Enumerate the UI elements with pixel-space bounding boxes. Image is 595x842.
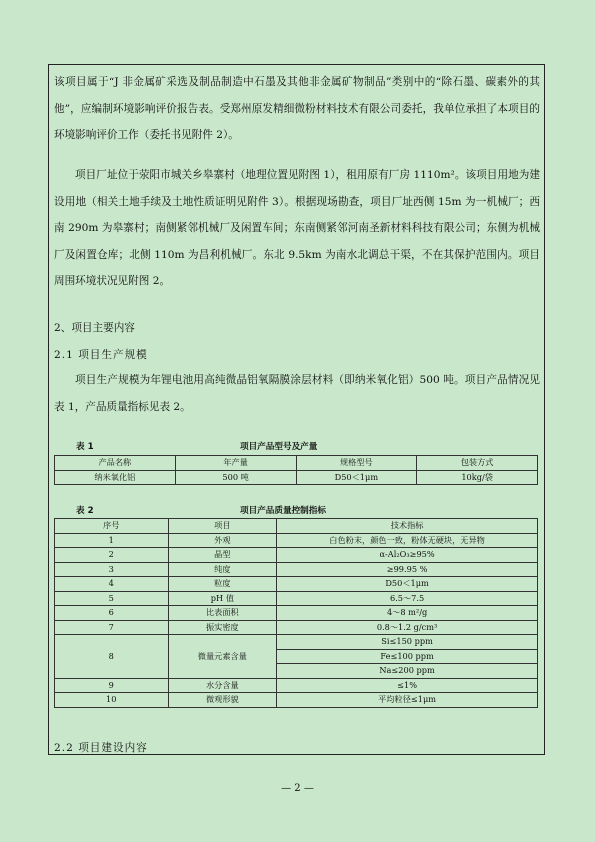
table-cell: 10 <box>55 693 169 708</box>
table-row <box>55 620 538 635</box>
section-2-1-heading: 2.1 项目生产规模 <box>54 349 148 361</box>
table-cell: 微量元素含量 <box>168 635 277 679</box>
section-2-heading: 2、项目主要内容 <box>54 322 135 334</box>
table-cell: 粒度 <box>168 577 277 592</box>
table-cell: 1 <box>55 533 169 548</box>
table-cell: 平均粒径≤1μm <box>277 693 538 708</box>
table-cell: ≥99.95 % <box>277 562 538 577</box>
section-2-1-paragraph: 项目生产规模为年锂电池用高纯微晶铝氧隔膜涂层材料（即纳米氧化铝）500 吨。项目产品情况见表 1，产品质量指标见表 2。 <box>54 374 540 413</box>
table-cell: 3 <box>55 562 169 577</box>
intro-paragraph-2: 项目厂址位于荥阳市城关乡皋寨村（地理位置见附图 1），租用原有厂房 1110m²。该项目用地为建设用地（相关土地手续及土地性质证明见附件 3）。根据现场勘查，项目厂址西侧 15m 为一机械厂；西南 290m 为皋寨村；南侧紧邻机械厂及闲置车间；东南侧紧邻河南圣新材料科技有限公司；东侧为机械厂及闲置仓库；北侧 110m 为昌利机械厂。东北 9.5km 为南水北调总干渠，不在其保护范围内。项目周围环境状况见附图 2。 <box>54 169 540 288</box>
table-cell: 4～8 m²/g <box>277 606 538 621</box>
table-header-row <box>55 519 538 534</box>
table-cell: Fe≤100 ppm <box>277 649 538 664</box>
table1-label: 表 1 <box>76 442 94 452</box>
table-cell: 外观 <box>168 533 277 548</box>
table-row <box>55 533 538 548</box>
page-number: — 2 — <box>281 783 314 794</box>
table-cell: pH 值 <box>168 591 277 606</box>
table-cell: 振实密度 <box>168 620 277 635</box>
table-cell: 水分含量 <box>168 678 277 693</box>
table-header-cell: 序号 <box>55 519 169 534</box>
table-row <box>55 548 538 563</box>
table-cell: 4 <box>55 577 169 592</box>
intro-paragraph-1: 该项目属于“J 非金属矿采选及制品制造中石墨及其他非金属矿物制品”类别中的“除石墨、碳素外的其他”，应编制环境影响评价报告表。受郑州原发精细微粉材料技术有限公司委托，我单位承担了本项目的环境影响评价工作（委托书见附件 2）。 <box>54 76 540 142</box>
table-header-row <box>55 456 538 471</box>
table-cell: 500 吨 <box>175 470 296 485</box>
table-cell: 白色粉末，颜色一致，粉体无硬块，无异物 <box>277 533 538 548</box>
table-row <box>55 635 538 650</box>
table-header-cell: 规格型号 <box>296 456 417 471</box>
table-header-cell: 技术指标 <box>277 519 538 534</box>
table-cell: 8 <box>55 635 169 679</box>
table-row <box>55 678 538 693</box>
table-row <box>55 606 538 621</box>
table-row <box>55 693 538 708</box>
table-row <box>55 577 538 592</box>
table-cell: α-Al₂O₃≥95% <box>277 548 538 563</box>
table-cell: ≤1% <box>277 678 538 693</box>
table-cell: 0.8～1.2 g/cm³ <box>277 620 538 635</box>
table-row <box>55 562 538 577</box>
table-cell: 7 <box>55 620 169 635</box>
table-header-cell: 包装方式 <box>417 456 538 471</box>
table-cell: 晶型 <box>168 548 277 563</box>
quality-table <box>54 518 538 708</box>
table1-title: 项目产品型号及产量 <box>240 442 318 452</box>
table-row <box>55 470 538 485</box>
table-cell: Si≤150 ppm <box>277 635 538 650</box>
table-cell: 纳米氧化铝 <box>55 470 176 485</box>
table-header-cell: 产品名称 <box>55 456 176 471</box>
table-cell: Na≤200 ppm <box>277 664 538 679</box>
product-table <box>54 455 538 485</box>
table-cell: 2 <box>55 548 169 563</box>
table-header-cell: 年产量 <box>175 456 296 471</box>
table2-label: 表 2 <box>76 506 94 516</box>
table-cell: 10kg/袋 <box>417 470 538 485</box>
table-cell: 纯度 <box>168 562 277 577</box>
table-cell: 5 <box>55 591 169 606</box>
table-header-cell: 项目 <box>168 519 277 534</box>
section-2-2-heading: 2.2 项目建设内容 <box>54 742 148 754</box>
table2-title: 项目产品质量控制指标 <box>240 506 326 516</box>
table-cell: D50＜1μm <box>296 470 417 485</box>
table-cell: 6 <box>55 606 169 621</box>
table-cell: D50＜1μm <box>277 577 538 592</box>
table-cell: 比表面积 <box>168 606 277 621</box>
table-cell: 6.5～7.5 <box>277 591 538 606</box>
table-row <box>55 591 538 606</box>
table-cell: 微观形貌 <box>168 693 277 708</box>
table-cell: 9 <box>55 678 169 693</box>
